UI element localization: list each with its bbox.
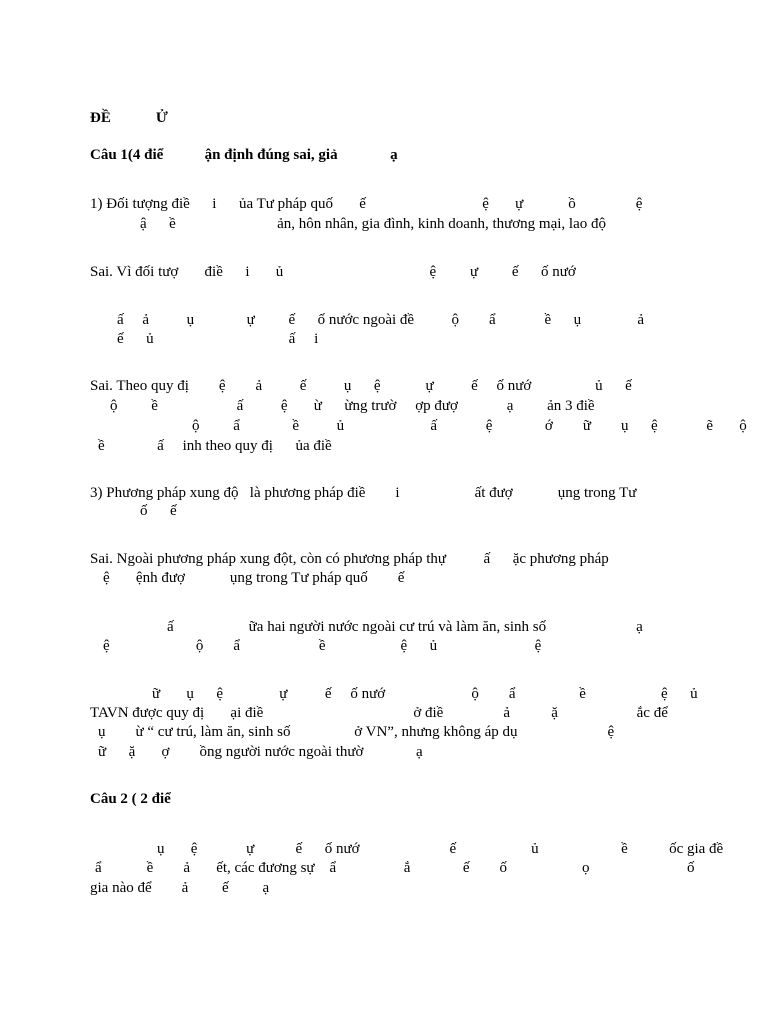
document-title: ĐỀ Ử xyxy=(90,110,168,126)
statement-2-line-2: ế ủ ấ i xyxy=(117,331,319,347)
question-1-heading: Câu 1(4 điể ận định đúng sai, giả ạ xyxy=(90,147,398,163)
statement-4-line-2: ệ ộ ẩ ề ệ ủ ệ xyxy=(103,638,542,654)
statement-1-line-1: 1) Đối tượng điề i ủa Tư pháp quố ế ệ ự ồ ệ xyxy=(90,196,643,212)
statement-3-line-2: ố ế xyxy=(140,503,177,519)
statement-4-line-1: ấ ữa hai người nước ngoài cư trú và làm ăn, sinh số ạ xyxy=(167,619,643,635)
answer-2-line-1: Sai. Theo quy đị ệ ả ế ụ ệ ự ế ố nướ ủ ế xyxy=(90,378,632,394)
answer-3-line-2: ệ ệnh đượ ụng trong Tư pháp quố ế xyxy=(103,570,405,586)
statement-1-line-2: ậ ề ản, hôn nhân, gia đình, kinh doanh, thương mại, lao độ xyxy=(140,216,606,232)
answer-4-line-3: ụ ừ “ cư trú, làm ăn, sinh số ở VN”, nhưng không áp dụ ệ xyxy=(98,724,615,740)
answer-3-line-1: Sai. Ngoài phương pháp xung đột, còn có phương pháp thự ấ ặc phương pháp xyxy=(90,551,609,567)
answer-4-line-4: ữ ặ ợ ồng người nước ngoài thườ ạ xyxy=(98,744,423,760)
answer-2-line-2: ộ ề ấ ệ ừ ừng trườ ợp đượ ạ ản 3 điề xyxy=(110,398,595,414)
answer-2-line-3: ộ ẩ ề ủ ấ ệ ớ ữ ụ ệ ẽ ộ xyxy=(192,418,747,434)
answer-2-line-4: ề ấ inh theo quy đị ủa điề xyxy=(98,438,332,454)
answer-1-line-1: Sai. Vì đối tượ điề i ủ ệ ự ế ố nướ xyxy=(90,264,576,280)
statement-2-line-1: ấ ả ụ ự ế ố nước ngoài đề ộ ẩ ề ụ ả xyxy=(117,312,645,328)
statement-3-line-1: 3) Phương pháp xung độ là phương pháp điề i ất đượ ụng trong Tư xyxy=(90,485,637,501)
question-2-line-3: gia nào để ả ế ạ xyxy=(90,880,270,896)
question-2-line-1: ụ ệ ự ế ố nướ ế ủ ề ốc gia đề xyxy=(157,841,724,857)
question-2-line-2: ẩ ề ả ết, các đương sự ẩ ắ ế ố ọ ố xyxy=(95,860,695,876)
answer-4-line-2: TAVN được quy đị ại điề ở điề ả ặ ắc để xyxy=(90,705,668,721)
answer-4-line-1: ữ ụ ệ ự ế ố nướ ộ ẩ ề ệ ủ xyxy=(152,686,698,702)
question-2-heading: Câu 2 ( 2 điể xyxy=(90,791,171,807)
